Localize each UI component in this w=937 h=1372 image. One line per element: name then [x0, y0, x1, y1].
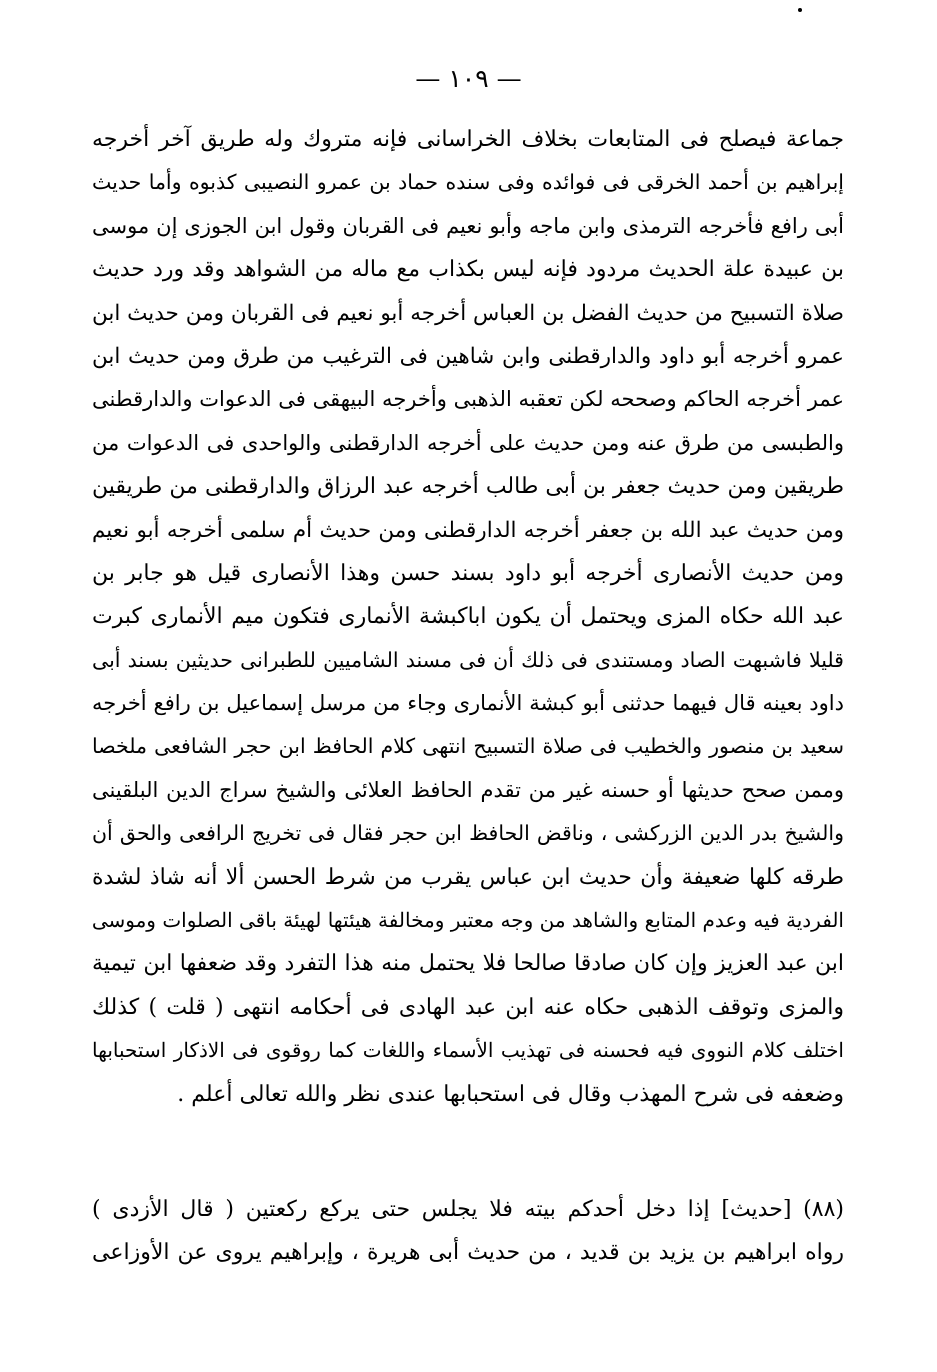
text-line: الفردية فيه وعدم المتابع والشاهد من وجه معتبر ومخالفة هيئتها لهيئة باقى الصلوات وموسى	[92, 908, 844, 933]
text-line: والشيخ بدر الدين الزركشى ، وناقض الحافظ ابن حجر فقال فى تخريج الرافعى والحق أن	[92, 821, 844, 846]
text-line: عمرو أخرجه أبو داود والدارقطنى وابن شاهين فى الترغيب من طرق ومن حديث ابن	[92, 343, 844, 369]
text-line: عبد الله حكاه المزى ويحتمل أن يكون اباكبشة الأنمارى فتكون ميم الأنمارى كبرت	[92, 604, 844, 630]
hadith-line: (٨٨) [حديث] إذا دخل أحدكم بيته فلا يجلس حتى يركع ركعتين ( قال الأزدى )	[92, 1197, 844, 1222]
ink-dot	[798, 8, 802, 12]
text-line: ومن حديث الأنصارى أخرجه أبو داود بسند حسن وهذا الأنصارى قيل هو جابر بن	[92, 560, 844, 586]
text-line: صلاة التسبيح من حديث الفضل بن العباس أخرجه أبو نعيم فى القربان ومن حديث ابن	[92, 300, 844, 326]
text-line: قليلا فاشبهت الصاد ومستندى فى ذلك أن فى مسند الشاميين للطبرانى حديثين بسند أبى	[92, 647, 844, 672]
text-line: ومن حديث عبد الله بن جعفر أخرجه الدارقطنى ومن حديث أم سلمى أخرجه أبو نعيم	[92, 517, 844, 543]
text-line: بن عبيدة علة الحديث مردود فإنه ليس بكذاب مع ماله من الشواهد وقد ورد حديث	[92, 257, 844, 283]
page-number: — ١٠٩ —	[415, 64, 522, 93]
text-line: عمر أخرجه الحاكم وصححه لكن تعقبه الذهبى وأخرجه البيهقى فى الدعوات والدارقطنى	[92, 387, 844, 412]
text-line: طريقين ومن حديث جعفر بن أبى طالب أخرجه عبد الرزاق والدارقطنى من طريقين	[92, 474, 844, 500]
text-line: والمزى وتوقف الذهبى حكاه عنه ابن عبد الهادى فى أحكامه انتهى ( قلت ) كذلك	[92, 994, 844, 1020]
hadith-line: رواه ابراهيم بن يزيد بن قديد ، من حديث أبى هريرة ، وإبراهيم يروى عن الأوزاعى	[92, 1240, 844, 1266]
main-text-block	[92, 118, 844, 1116]
text-line: جماعة فيصلح فى المتابعات بخلاف الخراسانى فإنه متروك وله طريق آخر أخرجه	[92, 127, 844, 152]
text-line: والطبسى من طرق عنه ومن حديث على أخرجه الدارقطنى والواحدى فى الدعوات من	[92, 430, 844, 455]
text-line: اختلف كلام النووى فيه فحسنه فى تهذيب الأسماء واللغات كما روقوى فى الاذكار استحبابها	[92, 1038, 844, 1063]
text-line: وضعفه فى شرح المهذب وقال فى استحبابها عندى نظر والله تعالى أعلم .	[177, 1081, 844, 1107]
text-line: طرقه كلها ضعيفة وأن حديث ابن عباس يقرب من شرط الحسن ألا أنه شاذ لشدة	[92, 864, 844, 890]
hadith-entry-88	[92, 1188, 844, 1275]
text-line: إبراهيم بن أحمد الخرقى فى فوائده وفى سنده حماد بن عمرو النصيبى كذبوه وأما حديث	[92, 170, 844, 195]
text-line: أبى رافع فأخرجه الترمذى وابن ماجه وأبو نعيم فى القربان وقول ابن الجوزى إن موسى	[92, 213, 844, 238]
text-line: داود بعينه قال فيهما حدثنى أبو كبشة الأنمارى وجاء من مرسل إسماعيل بن رافع أخرجه	[92, 691, 844, 716]
text-line: وممن صحح حديثها أو حسنه غير من تقدم الحافظ العلائى والشيخ سراج الدين البلقينى	[92, 777, 844, 802]
text-line: سعيد بن منصور والخطيب فى صلاة التسبيح انتهى كلام الحافظ ابن حجر الشافعى ملخصا	[92, 734, 844, 759]
text-line: ابن عبد العزيز وإن كان صادقا صالحا فلا يحتمل منه هذا التفرد وقد ضعفها ابن تيمية	[92, 951, 844, 977]
